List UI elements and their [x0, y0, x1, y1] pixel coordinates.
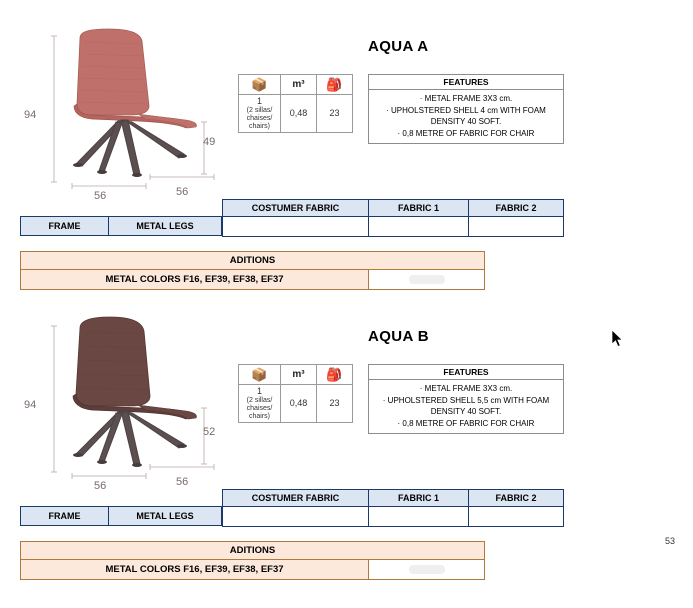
product-title: AQUA B [368, 328, 430, 345]
feature-line: · METAL FRAME 3X3 cm. [419, 94, 513, 103]
page-number: 53 [664, 536, 675, 546]
feature-line: · 0,8 METRE OF FABRIC FOR CHAIR [397, 418, 535, 428]
chair-illustration-aqua-a [18, 14, 223, 202]
chair-illustration-aqua-b [18, 304, 223, 492]
additions-header: ADITIONS [20, 541, 485, 560]
fabric-cell-fabric1 [369, 507, 469, 526]
features-table [368, 74, 564, 144]
fabric-header-fabric2: FABRIC 2 [469, 200, 563, 216]
fabric-cell-fabric2 [469, 217, 563, 236]
frame-legs-row [20, 506, 222, 526]
chair-drawing-icon [18, 14, 223, 194]
frame-label: FRAME [21, 217, 109, 235]
fabric-header-costumer: COSTUMER FABRIC [223, 200, 369, 216]
chair-drawing-icon [18, 304, 223, 484]
packing-table [238, 74, 353, 133]
packing-quantity-note: (2 sillas/ chaises/ chairs) [246, 396, 273, 420]
packing-volume: 0,48 [289, 397, 308, 408]
metal-colors-swatch-cell [369, 270, 484, 289]
box-icon: 📦 [251, 77, 268, 92]
packing-weight: 23 [329, 107, 340, 118]
metal-legs-label: METAL LEGS [109, 217, 221, 235]
fabric-cell-costumer [223, 507, 369, 526]
packing-quantity: 1 [256, 96, 262, 107]
volume-header-label: m³ [292, 79, 305, 90]
fabric-table-body [222, 217, 564, 237]
product-title: AQUA A [368, 38, 429, 55]
fabric-header-fabric1: FABRIC 1 [369, 490, 469, 506]
packing-quantity-note: (2 sillas/ chaises/ chairs) [246, 106, 273, 130]
dimension-width-left-label: 56 [94, 480, 107, 492]
dimension-height-label: 94 [24, 109, 37, 121]
feature-line: · UPHOLSTERED SHELL 5,5 cm WITH FOAM DENSITY 40 SOFT. [382, 395, 550, 417]
features-header: FEATURES [369, 365, 563, 380]
metal-colors-label: METAL COLORS F16, EF39, EF38, EF37 [21, 270, 369, 289]
fabric-table-header [222, 199, 564, 217]
packing-weight: 23 [329, 397, 340, 408]
volume-header-label: m³ [292, 369, 305, 380]
features-header: FEATURES [369, 75, 563, 90]
feature-line: · 0,8 METRE OF FABRIC FOR CHAIR [397, 128, 535, 138]
additions-header: ADITIONS [20, 251, 485, 270]
weight-icon: 🎒 [326, 77, 343, 92]
feature-line: · UPHOLSTERED SHELL 4 cm WITH FOAM DENSITY 40 SOFT. [386, 105, 546, 127]
frame-legs-row [20, 216, 222, 236]
packing-volume: 0,48 [289, 107, 308, 118]
dimension-seat-height-label: 49 [203, 136, 216, 148]
fabric-table-header [222, 489, 564, 507]
packing-quantity: 1 [256, 386, 262, 397]
additions-body [20, 560, 485, 580]
metal-colors-swatch-cell [369, 560, 484, 579]
metal-colors-label: METAL COLORS F16, EF39, EF38, EF37 [21, 560, 369, 579]
dimension-width-left-label: 56 [94, 190, 107, 202]
packing-table [238, 364, 353, 423]
features-table [368, 364, 564, 434]
frame-label: FRAME [21, 507, 109, 525]
fabric-header-fabric2: FABRIC 2 [469, 490, 563, 506]
weight-icon: 🎒 [326, 367, 343, 382]
fabric-table-body [222, 507, 564, 527]
fabric-header-fabric1: FABRIC 1 [369, 200, 469, 216]
mouse-cursor-icon [612, 330, 624, 348]
dimension-seat-height-label: 52 [203, 426, 216, 438]
color-swatch [409, 565, 445, 574]
metal-legs-label: METAL LEGS [109, 507, 221, 525]
feature-line: · METAL FRAME 3X3 cm. [419, 384, 513, 393]
box-icon: 📦 [251, 367, 268, 382]
dimension-width-right-label: 56 [176, 186, 189, 198]
additions-body [20, 270, 485, 290]
dimension-width-right-label: 56 [176, 476, 189, 488]
fabric-cell-fabric1 [369, 217, 469, 236]
color-swatch [409, 275, 445, 284]
fabric-cell-fabric2 [469, 507, 563, 526]
dimension-height-label: 94 [24, 399, 37, 411]
fabric-cell-costumer [223, 217, 369, 236]
fabric-header-costumer: COSTUMER FABRIC [223, 490, 369, 506]
